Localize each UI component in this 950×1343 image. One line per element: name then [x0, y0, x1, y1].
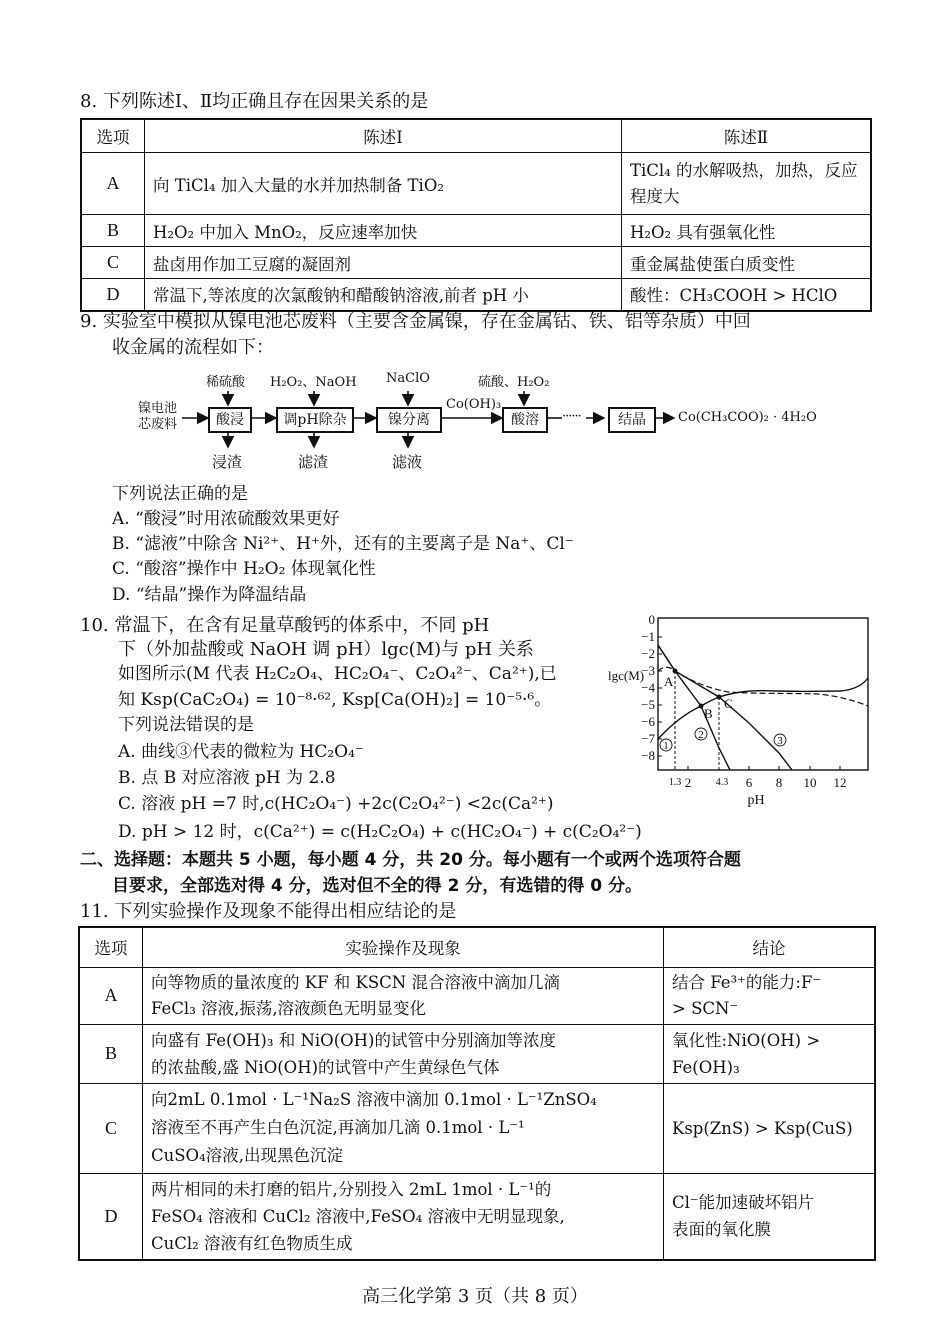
option-label: C	[81, 247, 145, 279]
q8-header-s2: 陈述Ⅱ	[622, 119, 872, 153]
conclusion-cell	[664, 1083, 876, 1173]
flow-input-2: H₂O₂、NaOH	[270, 375, 357, 390]
flow-output-1: 浸渣	[212, 453, 243, 471]
table-row	[81, 153, 871, 215]
statement-1: 盐卤用作加工豆腐的凝固剂	[145, 247, 622, 279]
flow-start-line1: 镍电池	[138, 401, 178, 416]
operation-line: 溶液至不再产生白色沉淀,再滴加几滴 0.1mol · L⁻¹	[151, 1118, 525, 1137]
process-flow-diagram	[130, 365, 850, 475]
operation-line: FeCl₃ 溶液,振荡,溶液颜色无明显变化	[151, 998, 427, 1018]
statement-2: 重金属盐使蛋白质变性	[622, 247, 872, 279]
operation-line: 向等物质的量浓度的 KF 和 KSCN 混合溶液中滴加几滴	[151, 972, 560, 992]
q9-option-d: D. “结晶”操作为降温结晶	[112, 585, 307, 605]
svg-text:1.3: 1.3	[668, 777, 682, 788]
table-row	[79, 1173, 875, 1260]
svg-text:C: C	[724, 696, 733, 711]
svg-text:A: A	[664, 674, 674, 689]
svg-text:B: B	[704, 706, 713, 721]
lgc-ph-chart	[608, 610, 878, 810]
q9-title-line2: 收金属的流程如下：	[112, 337, 274, 358]
q10-line2: 下（外加盐酸或 NaOH 调 pH）lgc(M)与 pH 关系	[118, 639, 534, 660]
svg-text:−5: −5	[641, 697, 655, 712]
option-label: A	[79, 967, 143, 1024]
q10-line3: 如图所示(M 代表 H₂C₂O₄、HC₂O₄⁻、C₂O₄²⁻、Ca²⁺),已	[118, 664, 557, 684]
q11-header-conclusion: 结论	[664, 927, 876, 967]
conclusion-line: Cl⁻能加速破坏铝片	[672, 1193, 815, 1212]
q9-prompt: 下列说法正确的是	[112, 484, 248, 504]
flow-step-acid-dissolve: 酸溶	[502, 407, 548, 433]
q11-table	[78, 926, 876, 1261]
conclusion-line: Ksp(ZnS) > Ksp(CuS)	[672, 1118, 853, 1138]
table-row	[79, 967, 875, 1024]
flow-output-3: 滤液	[392, 453, 423, 471]
q8-header-s1: 陈述Ⅰ	[145, 119, 622, 153]
page-footer: 高三化学第 3 页（共 8 页）	[362, 1286, 588, 1307]
operation-line: CuSO₄溶液,出现黑色沉淀	[151, 1146, 343, 1165]
operation-line: CuCl₂ 溶液有红色物质生成	[151, 1233, 353, 1253]
flow-start	[138, 401, 177, 433]
svg-text:6: 6	[745, 775, 753, 790]
table-row	[81, 247, 871, 279]
flow-input-1: 稀硫酸	[206, 375, 246, 390]
q8-header-option: 选项	[81, 119, 145, 153]
option-label: B	[79, 1024, 143, 1083]
q8-title: 8. 下列陈述Ⅰ、Ⅱ均正确且存在因果关系的是	[80, 91, 429, 112]
svg-text:pH: pH	[747, 793, 765, 808]
operation-cell	[143, 1024, 664, 1083]
operation-line: 向2mL 0.1mol · L⁻¹Na₂S 溶液中滴加 0.1mol · L⁻¹ZnSO₄	[151, 1090, 597, 1109]
flow-step-ni-separation: 镍分离	[376, 407, 442, 433]
q10-line1: 10. 常温下，在含有足量草酸钙的体系中，不同 pH	[80, 615, 490, 636]
svg-text:−6: −6	[641, 714, 655, 729]
svg-text:10: 10	[803, 775, 817, 790]
q11-header-option: 选项	[79, 927, 143, 967]
table-row	[79, 1024, 875, 1083]
option-label: B	[81, 215, 145, 247]
svg-text:−1: −1	[641, 629, 655, 644]
flow-input-4: 硫酸、H₂O₂	[478, 375, 550, 390]
statement-1: 常温下,等浓度的次氯酸钠和醋酸钠溶液,前者 pH 小	[145, 279, 622, 311]
svg-text:−2: −2	[641, 646, 655, 661]
flow-product: Co(CH₃COO)₂ · 4H₂O	[678, 410, 817, 425]
q10-option-a: A. 曲线③代表的微粒为 HC₂O₄⁻	[118, 742, 364, 762]
q10-line4: 知 Ksp(CaC₂O₄) = 10⁻⁸·⁶², Ksp[Ca(OH)₂] = 10⁻⁵·⁶。	[118, 690, 552, 710]
table-row	[79, 1083, 875, 1173]
flow-dots: ······	[562, 409, 581, 424]
svg-text:−4: −4	[641, 680, 655, 695]
conclusion-line: 氧化性:NiO(OH) >	[672, 1030, 821, 1050]
conclusion-cell	[664, 967, 876, 1024]
statement-2: TiCl₄ 的水解吸热，加热，反应程度大	[622, 153, 872, 215]
operation-line: 两片相同的未打磨的铝片,分别投入 2mL 1mol · L⁻¹的	[151, 1179, 552, 1199]
q11-title: 11. 下列实验操作及现象不能得出相应结论的是	[80, 901, 457, 922]
q9-title-line1: 9. 实验室中模拟从镍电池芯废料（主要含金属镍，存在金属钴、铁、铝等杂质）中回	[80, 311, 751, 332]
conclusion-line: > SCN⁻	[672, 998, 739, 1018]
flow-start-line2: 芯废料	[138, 417, 178, 432]
flow-step-ph-adjust: 调pH除杂	[276, 407, 354, 433]
statement-1: 向 TiCl₄ 加入大量的水并加热制备 TiO₂	[145, 153, 622, 215]
chart-svg	[608, 610, 878, 810]
operation-line: 的浓盐酸,盛 NiO(OH)的试管中产生黄绿色气体	[151, 1057, 500, 1077]
svg-text:−8: −8	[641, 748, 655, 763]
q10-option-c: C. 溶液 pH =7 时,c(HC₂O₄⁻) +2c(C₂O₄²⁻) <2c(Ca²⁺)	[118, 794, 554, 814]
flow-step-crystallize: 结晶	[608, 407, 656, 433]
q9-option-c: C. “酸溶”操作中 H₂O₂ 体现氧化性	[112, 559, 376, 579]
conclusion-cell	[664, 1024, 876, 1083]
conclusion-line: 表面的氧化膜	[672, 1220, 771, 1239]
table-row	[81, 279, 871, 311]
svg-text:3: 3	[777, 735, 783, 747]
operation-cell	[143, 967, 664, 1024]
section2-instructions-line1: 二、选择题：本题共 5 小题，每小题 4 分，共 20 分。每小题有一个或两个选项符合题	[80, 850, 741, 870]
flow-input-3: NaClO	[386, 371, 430, 386]
flow-output-2: 滤渣	[298, 453, 329, 471]
operation-cell	[143, 1173, 664, 1260]
conclusion-line: 结合 Fe³⁺的能力:F⁻	[672, 972, 822, 992]
svg-text:−3: −3	[641, 663, 655, 678]
section2-instructions-line2: 目要求，全部选对得 4 分，选对但不全的得 2 分，有选错的得 0 分。	[112, 876, 642, 896]
operation-line: FeSO₄ 溶液和 CuCl₂ 溶液中,FeSO₄ 溶液中无明显现象,	[151, 1206, 565, 1226]
q8-table	[80, 118, 872, 312]
flow-step-acid-leach: 酸浸	[208, 407, 252, 433]
option-label: D	[79, 1173, 143, 1260]
svg-text:8: 8	[775, 775, 783, 790]
q10-option-d: D. pH > 12 时，c(Ca²⁺) = c(H₂C₂O₄) + c(HC₂O₄⁻) + c(C₂O₄²⁻)	[118, 822, 642, 842]
option-label: D	[81, 279, 145, 311]
flow-intermediate: Co(OH)₃	[446, 397, 502, 412]
statement-2: 酸性：CH₃COOH > HClO	[622, 279, 872, 311]
option-label: A	[81, 153, 145, 215]
statement-1: H₂O₂ 中加入 MnO₂，反应速率加快	[145, 215, 622, 247]
statement-2: H₂O₂ 具有强氧化性	[622, 215, 872, 247]
svg-text:4.3: 4.3	[715, 777, 729, 788]
q10-option-b: B. 点 B 对应溶液 pH 为 2.8	[118, 768, 336, 788]
svg-text:0: 0	[648, 612, 655, 627]
svg-text:12: 12	[833, 775, 847, 790]
q9-option-a: A. “酸浸”时用浓硫酸效果更好	[112, 509, 340, 529]
operation-cell	[143, 1083, 664, 1173]
svg-text:1: 1	[663, 740, 669, 752]
conclusion-line: Fe(OH)₃	[672, 1057, 740, 1077]
operation-line: 向盛有 Fe(OH)₃ 和 NiO(OH)的试管中分别滴加等浓度	[151, 1030, 556, 1050]
svg-text:−7: −7	[641, 731, 655, 746]
svg-text:2: 2	[698, 729, 704, 741]
q11-header-operation: 实验操作及现象	[143, 927, 664, 967]
q9-option-b: B. “滤液”中除含 Ni²⁺、H⁺外，还有的主要离子是 Na⁺、Cl⁻	[112, 534, 574, 554]
svg-text:2: 2	[684, 775, 692, 790]
conclusion-cell	[664, 1173, 876, 1260]
table-row	[81, 215, 871, 247]
chart-ylabel: lgc(M)	[608, 668, 645, 683]
option-label: C	[79, 1083, 143, 1173]
q10-line5: 下列说法错误的是	[118, 715, 254, 735]
